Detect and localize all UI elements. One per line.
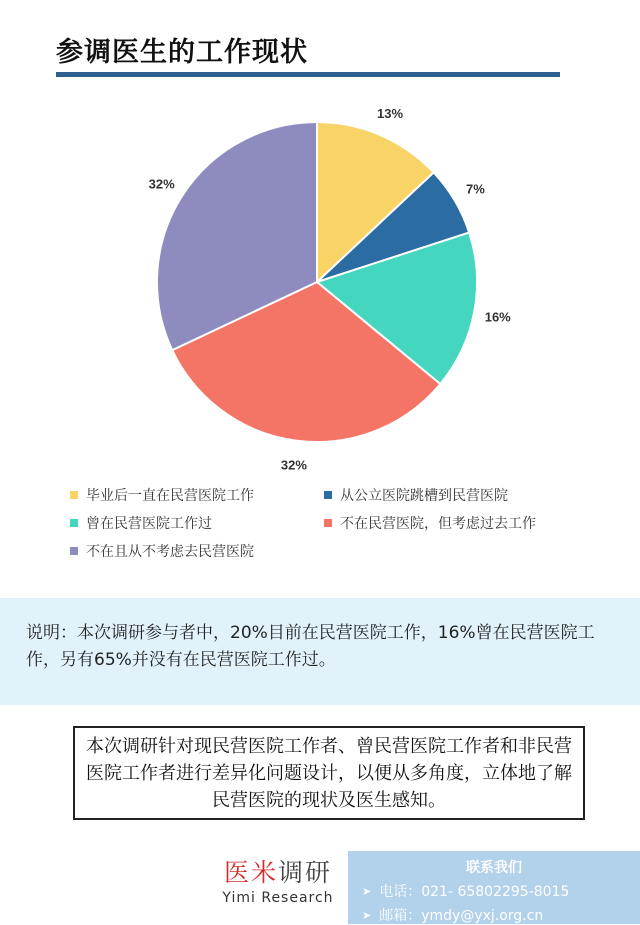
legend-label: 从公立医院跳槽到民营医院 (340, 488, 508, 504)
contact-title: 联系我们 (466, 860, 522, 876)
brand-english-name: Yimi Research (222, 890, 334, 906)
legend-item (70, 513, 324, 533)
contact-panel (348, 851, 640, 924)
arrow-icon: ➤ (362, 908, 372, 922)
legend-label: 不在且从不考虑去民营医院 (86, 544, 254, 560)
contact-phone (362, 881, 640, 901)
brand-name (208, 858, 348, 888)
legend-swatch (70, 491, 78, 499)
email-text: 邮箱：ymdy@yxj.org.cn (379, 908, 544, 924)
note-text: 说明：本次调研参与者中，20%目前在民营医院工作，16%曾在民营医院工作，另有65%并没有在民营医院工作过。 (26, 623, 595, 670)
legend-swatch (324, 519, 332, 527)
legend-label: 不在民营医院，但考虑过去工作 (340, 516, 536, 532)
legend-item (70, 541, 324, 561)
title-underline (56, 72, 560, 77)
legend-item (324, 513, 584, 533)
brand-name-rest: 调研 (278, 858, 333, 887)
brand-name-accent: 医米 (223, 858, 278, 887)
legend-swatch (70, 519, 78, 527)
legend-label: 曾在民营医院工作过 (86, 516, 212, 532)
summary-box (73, 726, 585, 820)
page-title: 参调医生的工作现状 (56, 37, 308, 68)
chart-legend (70, 485, 590, 561)
legend-item (324, 485, 584, 505)
slice-label: 16% (484, 309, 511, 325)
slice-label: 13% (377, 106, 404, 122)
arrow-icon: ➤ (362, 884, 372, 898)
slice-label: 7% (465, 181, 485, 197)
slice-label: 32% (280, 457, 307, 473)
legend-swatch (324, 491, 332, 499)
legend-item (70, 485, 324, 505)
legend-label: 毕业后一直在民营医院工作 (86, 488, 254, 504)
pie-chart (0, 90, 640, 475)
brand-logo (208, 858, 348, 906)
phone-text: 电话：021- 65802295-8015 (379, 884, 570, 900)
contact-email (362, 905, 640, 925)
legend-swatch (70, 547, 78, 555)
summary-text: 本次调研针对现民营医院工作者、曾民营医院工作者和非民营医院工作者进行差异化问题设计，以便从多角度，立体地了解民营医院的现状及医生感知。 (86, 735, 572, 811)
slice-label: 32% (148, 176, 175, 192)
